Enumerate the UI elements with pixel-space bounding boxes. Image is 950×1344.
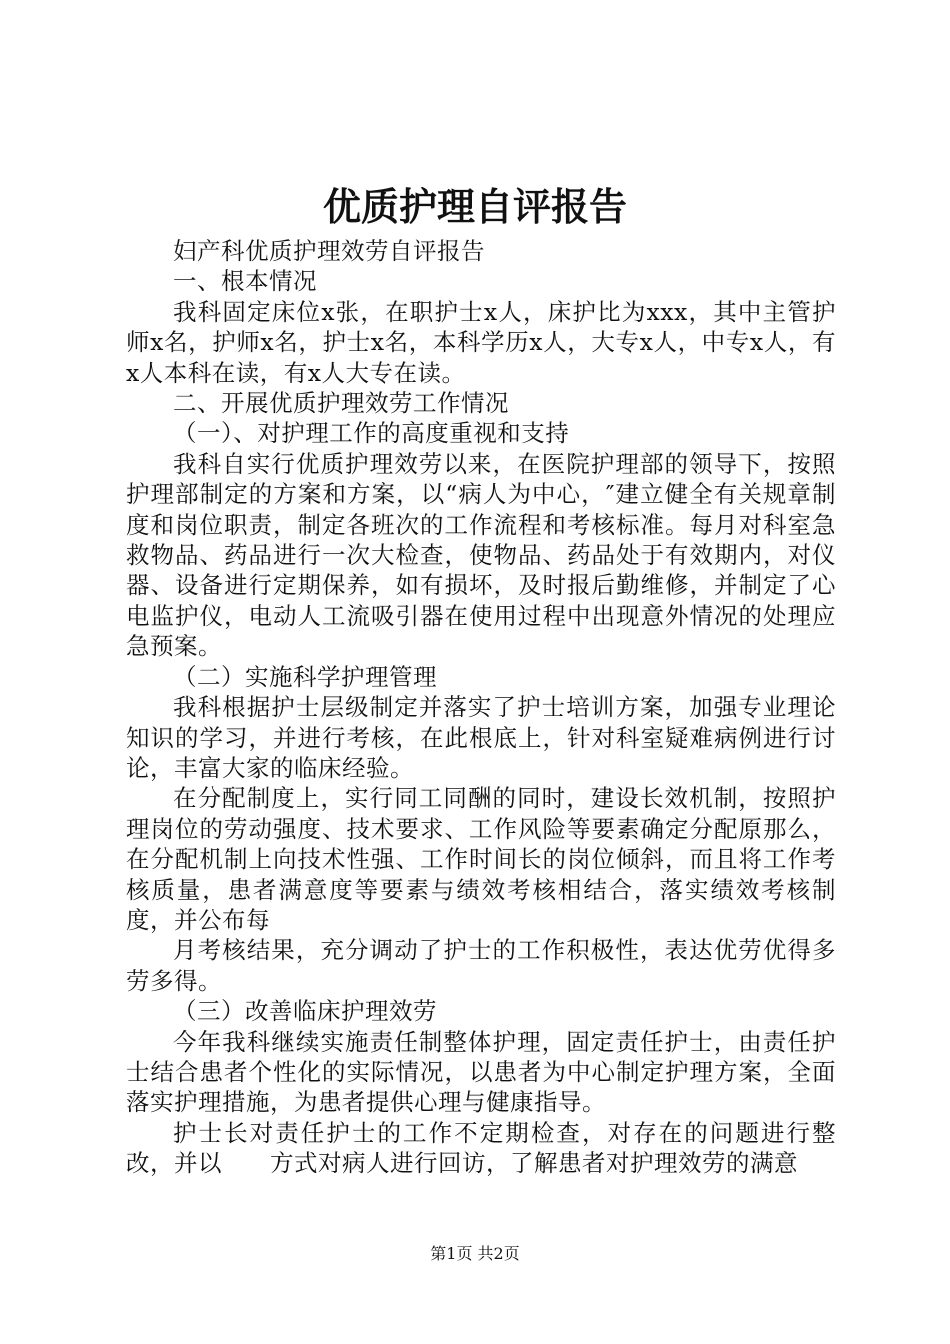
paragraph-training: 我科根据护士层级制定并落实了护士培训方案，加强专业理论知识的学习，并进行考核，在此根底上，针对科室疑难病例进行讨论，丰富大家的临床经验。 <box>126 693 836 782</box>
report-subtitle: 妇产科优质护理效劳自评报告 <box>173 237 485 265</box>
paragraph-responsibility-nursing: 今年我科继续实施责任制整体护理，固定责任护士，由责任护士结合患者个性化的实际情况，以患者为中心制定护理方案，全面落实护理措施，为患者提供心理与健康指导。 <box>126 1027 836 1117</box>
page-title: 优质护理自评报告 <box>322 184 627 229</box>
subsection-heading-2: （二）实施科学护理管理 <box>173 662 437 691</box>
paragraph-head-nurse-check: 护士长对责任护士的工作不定期检查，对存在的问题进行整改，并以 方式对病人进行回访，了解患者对护理效劳的满意 <box>126 1118 836 1178</box>
paragraph-staffing: 我科固定床位x张，在职护士x人，床护比为xxx，其中主管护师x名，护师x名，护士x名，本科学历x人，大专x人，中专x人，有x人本科在读，有x人大专在读。 <box>126 297 836 387</box>
document-body <box>126 236 836 1179</box>
section-heading-basic-situation: 一、根本情况 <box>173 267 317 296</box>
section-heading-work-situation: 二、开展优质护理效劳工作情况 <box>173 389 509 418</box>
subsection-heading-3: （三）改善临床护理效劳 <box>173 997 437 1026</box>
paragraph-monthly-results: 月考核结果，充分调动了护士的工作积极性，表达优劳优得多劳多得。 <box>126 936 836 995</box>
paragraph-distribution: 在分配制度上，实行同工同酬的同时，建设长效机制，按照护理岗位的劳动强度、技术要求、工作风险等要素确定分配原那么，在分配机制上向技术性强、工作时间长的岗位倾斜，而且将工作考核质量，患者满意度等要素与绩效考核相结合，落实绩效考核制度，并公布每 <box>126 784 836 934</box>
subsection-heading-1: （一）、对护理工作的高度重视和支持 <box>173 419 570 448</box>
page-footer: 第1页 共2页 <box>430 1244 520 1263</box>
paragraph-management-system: 我科自实行优质护理效劳以来，在医院护理部的领导下，按照护理部制定的方案和方案，以“病人为中心，″建立健全有关规章制度和岗位职责，制定各班次的工作流程和考核标准。每月对科室急救物品、药品进行一次大检查，使物品、药品处于有效期内，对仪器、设备进行定期保养，如有损坏，及时报后勤维修，并制定了心电监护仪，电动人工流吸引器在使用过程中出现意外情况的处理应急预案。 <box>126 449 836 661</box>
